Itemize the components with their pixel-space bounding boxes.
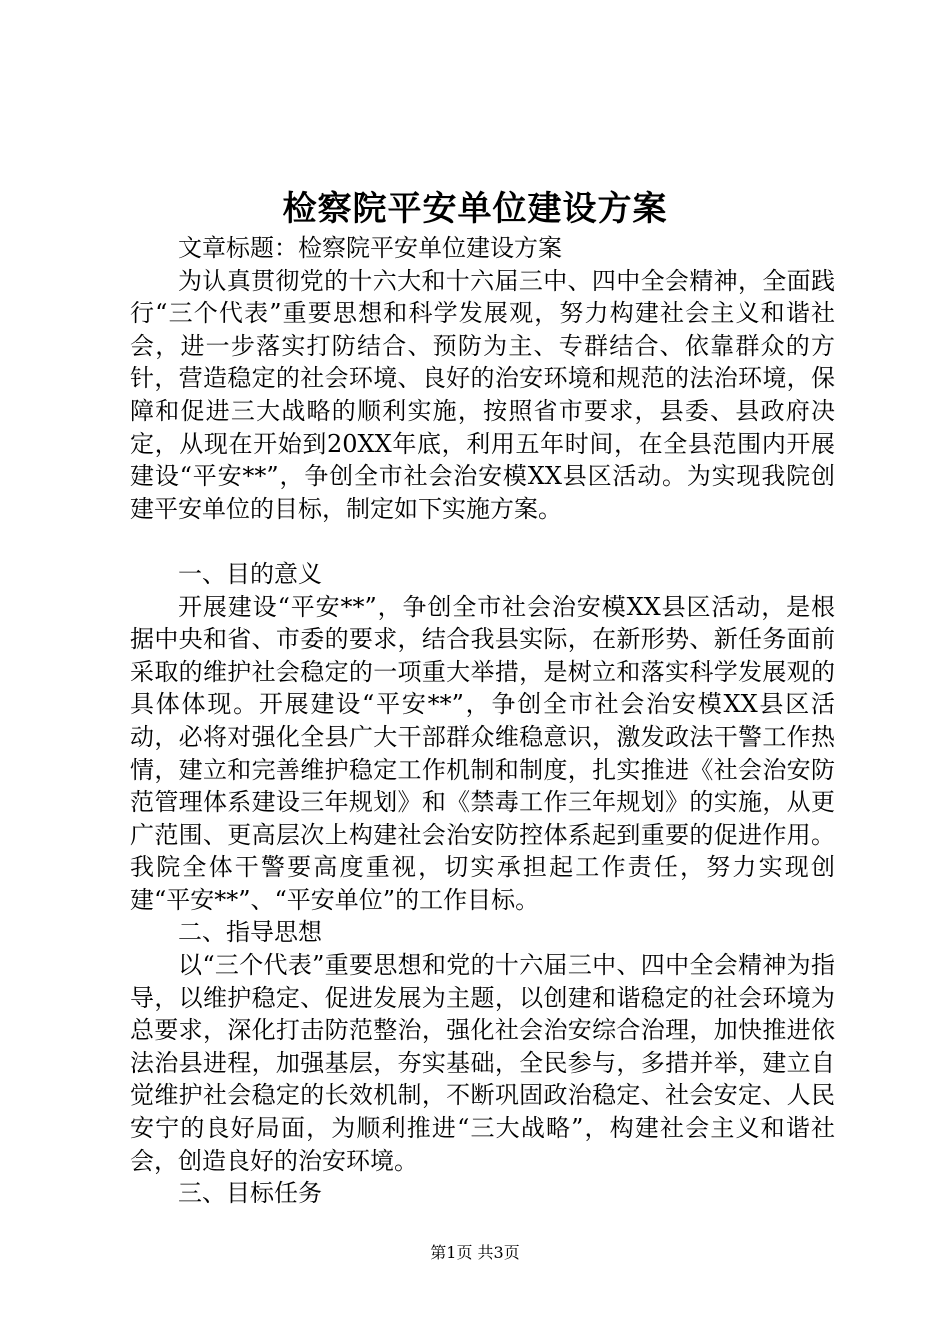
section-heading-purpose: 一、目的意义 xyxy=(178,559,322,588)
document-body xyxy=(130,232,835,1210)
document-title: 检察院平安单位建设方案 xyxy=(282,189,668,229)
page-number-footer: 第1页 共3页 xyxy=(430,1243,520,1262)
section-heading-guiding-thought: 二、指导思想 xyxy=(178,918,322,947)
section-paragraph-purpose: 开展建设“平安**”，争创全市社会治安模XX县区活动，是根据中央和省、市委的要求，结合我县实际，在新形势、新任务面前采取的维护社会稳定的一项重大举措，是树立和落实科学发展观的具体体现。开展建设“平安**”，争创全市社会治安模XX县区活动，必将对强化全县广大干部群众维稳意识，激发政法干警工作热情，建立和完善维护稳定工作机制和制度，扎实推进《社会治安防范管理体系建设三年规划》和《禁毒工作三年规划》的实施，从更广范围、更高层次上构建社会治安防控体系起到重要的促进作用。我院全体干警要高度重视，切实承担起工作责任，努力实现创建“平安**”、“平安单位”的工作目标。 xyxy=(130,592,835,914)
section-heading-goals: 三、目标任务 xyxy=(178,1179,322,1208)
intro-paragraph: 为认真贯彻党的十六大和十六届三中、四中全会精神，全面践行“三个代表”重要思想和科学发展观，努力构建社会主义和谐社会，进一步落实打防结合、预防为主、专群结合、依靠群众的方针，营造稳定的社会环境、良好的治安环境和规范的法治环境，保障和促进三大战略的顺利实施，按照省市要求，县委、县政府决定，从现在开始到20XX年底，利用五年时间，在全县范围内开展建设“平安**”，争创全市社会治安模XX县区活动。为实现我院创建平安单位的目标，制定如下实施方案。 xyxy=(130,266,835,523)
section-paragraph-guiding-thought: 以“三个代表”重要思想和党的十六届三中、四中全会精神为指导，以维护稳定、促进发展为主题，以创建和谐稳定的社会环境为总要求，深化打击防范整治，强化社会治安综合治理，加快推进依法治县进程，加强基层，夯实基础，全民参与，多措并举，建立自觉维护社会稳定的长效机制，不断巩固政治稳定、社会安定、人民安宁的良好局面，为顺利推进“三大战略”，构建社会主义和谐社会，创造良好的治安环境。 xyxy=(130,951,835,1175)
article-title-line: 文章标题：检察院平安单位建设方案 xyxy=(178,234,562,262)
